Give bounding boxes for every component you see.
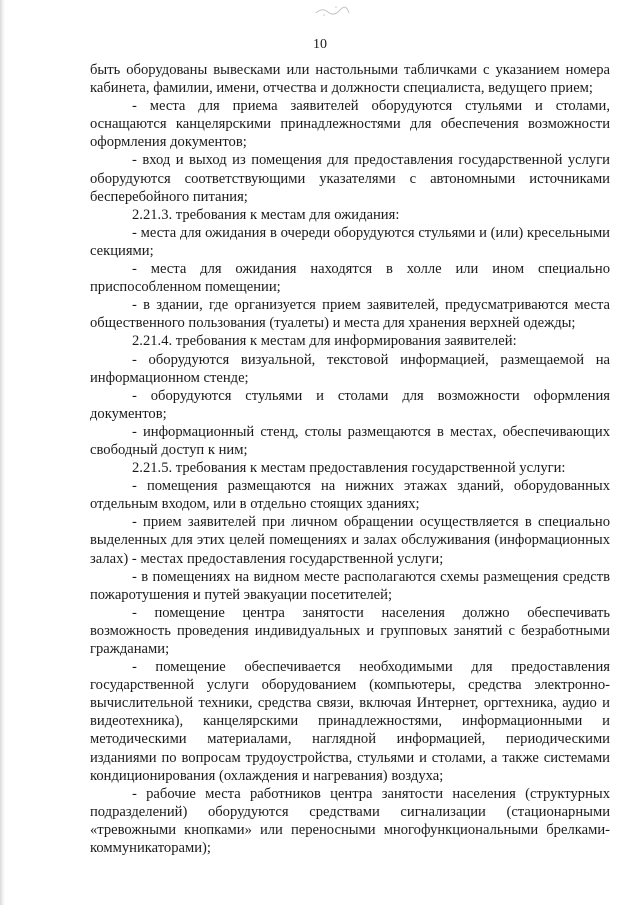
paragraph: - места для ожидания в очереди оборудуются стульями и (или) кресельными секциями; <box>90 224 610 259</box>
document-body <box>90 61 610 857</box>
section-heading: 2.21.4. требования к местам для информирования заявителей: <box>132 333 517 350</box>
paragraph: быть оборудованы вывесками или настольными табличками с указанием номера кабинета, фамилии, имени, отчества и должности специалиста, ведущего прием; <box>90 62 610 97</box>
paragraph: - прием заявителей при личном обращении осуществляется в специально выделенных для этих целей помещениях и залах обслуживания (информационных залах) - местах предоставления государственной услуги; <box>90 514 610 567</box>
paragraph: - рабочие места работников центра занятости населения (структурных подразделений) оборудуются средствами сигнализации (стационарными «тревожными кнопками» или переносными многофункциональными брелками-коммуникаторами); <box>90 785 610 857</box>
paragraph: - в помещениях на видном месте располагаются схемы размещения средств пожаротушения и путей эвакуации посетителей; <box>90 568 610 603</box>
paragraph: - вход и выход из помещения для предоставления государственной услуги оборудуются соответствующими указателями с автономными источниками бесперебойного питания; <box>90 152 610 205</box>
section-heading: 2.21.3. требования к местам для ожидания: <box>132 206 400 223</box>
paragraph: - места для ожидания находятся в холле или ином специально приспособленном помещении; <box>90 261 610 296</box>
scan-edge-shadow <box>0 0 5 905</box>
paragraph: - оборудуются стульями и столами для возможности оформления документов; <box>90 387 610 422</box>
registration-mark <box>312 4 352 18</box>
section-heading: 2.21.5. требования к местам предоставления государственной услуги: <box>132 460 566 477</box>
page-number: 10 <box>313 37 327 52</box>
paragraph: - места для приема заявителей оборудуются стульями и столами, оснащаются канцелярскими принадлежностями для обеспечения возможности оформления документов; <box>90 98 610 151</box>
paragraph: - помещения размещаются на нижних этажах зданий, оборудованных отдельным входом, или в отдельно стоящих зданиях; <box>90 478 610 513</box>
paragraph: - в здании, где организуется прием заявителей, предусматриваются места общественного пользования (туалеты) и места для хранения верхней одежды; <box>90 297 610 332</box>
paragraph: - информационный стенд, столы размещаются в местах, обеспечивающих свободный доступ к ним; <box>90 423 610 458</box>
paragraph: - помещение центра занятости населения должно обеспечивать возможность проведения индивидуальных и групповых занятий с безработными гражданами; <box>90 604 610 657</box>
paragraph: - помещение обеспечивается необходимыми для предоставления государственной услуги оборудованием (компьютеры, средства электронно-вычислительной техники, средства связи, включая Интернет, оргтехника, аудио и видеотехника), канцелярскими принадлежностями, информационными и методическими материалами, наглядной информацией, периодическими изданиями по вопросам трудоустройства, стульями и столами, а также системами кондиционирования (охлаждения и нагревания) воздуха; <box>90 659 610 784</box>
paragraph: - оборудуются визуальной, текстовой информацией, размещаемой на информационном стенде; <box>90 351 610 386</box>
